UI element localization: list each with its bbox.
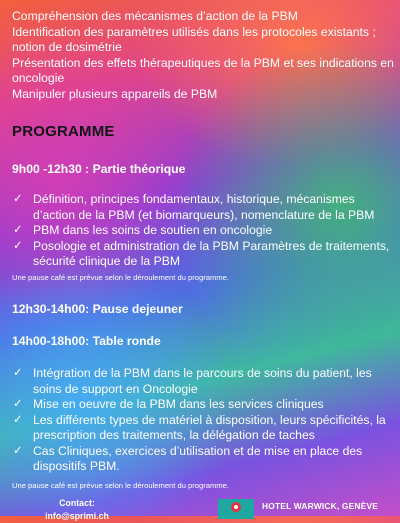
morning-topics-list — [12, 192, 392, 270]
checkmark-icon: ✓ — [13, 444, 23, 457]
afternoon-session-title: 14h00-18h00: Table ronde — [12, 334, 161, 348]
lunch-break-title: 12h30-14h00: Pause dejeuner — [12, 302, 183, 316]
coffee-break-note: Une pause café est prévue selon le déroulement du programme. — [12, 273, 229, 282]
checkmark-icon: ✓ — [13, 224, 23, 236]
contact-email[interactable]: info@sprimi.ch — [45, 511, 109, 521]
list-item: ✓ Les différents types de matériel à disposition, leurs spécificités, la prescription des traitements, la délégation de taches — [13, 412, 386, 442]
coffee-break-note: Une pause café est prévue selon le déroulement du programme. — [12, 481, 229, 490]
hotel-logo — [218, 499, 254, 519]
list-item: ✓ Définition, principes fondamentaux, historique, mécanismes d’action de la PBM (et biomarqueurs), nomenclature de la PBM — [13, 192, 375, 222]
contact-block — [22, 497, 132, 523]
objective-line: Présentation des effets thérapeutiques de la PBM et ses indications en oncologie — [12, 55, 394, 86]
objectives-list — [12, 9, 396, 103]
list-item: ✓ PBM dans les soins de soutien en oncologie — [13, 223, 273, 237]
checkmark-icon: ✓ — [13, 367, 23, 379]
objective-line: Identification des paramètres utilisés dans les protocoles existants ; notion de dosimétrie — [12, 24, 376, 55]
objective-line: Compréhension des mécanismes d’action de la PBM — [12, 9, 298, 23]
checkmark-icon: ✓ — [13, 413, 23, 426]
contact-label: Contact: — [59, 498, 95, 508]
checkmark-icon: ✓ — [13, 398, 23, 410]
objective-line: Manipuler plusieurs appareils de PBM — [12, 86, 218, 101]
afternoon-topics-list — [12, 366, 392, 475]
hotel-name: HOTEL WARWICK, GENÈVE — [262, 501, 379, 511]
programme-heading: PROGRAMME — [12, 123, 115, 140]
checkmark-icon: ✓ — [13, 193, 23, 205]
morning-session-title: 9h00 -12h30 : Partie théorique — [12, 162, 186, 176]
list-item: ✓ Intégration de la PBM dans le parcours de soins du patient, les soins de support en Oncologie — [13, 366, 372, 396]
checkmark-icon: ✓ — [13, 239, 23, 252]
list-item: ✓ Cas Cliniques, exercices d’utilisation et de mise en place des dispositifs PBM. — [13, 443, 363, 473]
map-pin-icon — [231, 502, 241, 512]
list-item: ✓ Posologie et administration de la PBM Paramètres de traitements, sécurité clinique de la PBM — [13, 238, 390, 268]
list-item: ✓ Mise en oeuvre de la PBM dans les services cliniques — [13, 397, 324, 411]
